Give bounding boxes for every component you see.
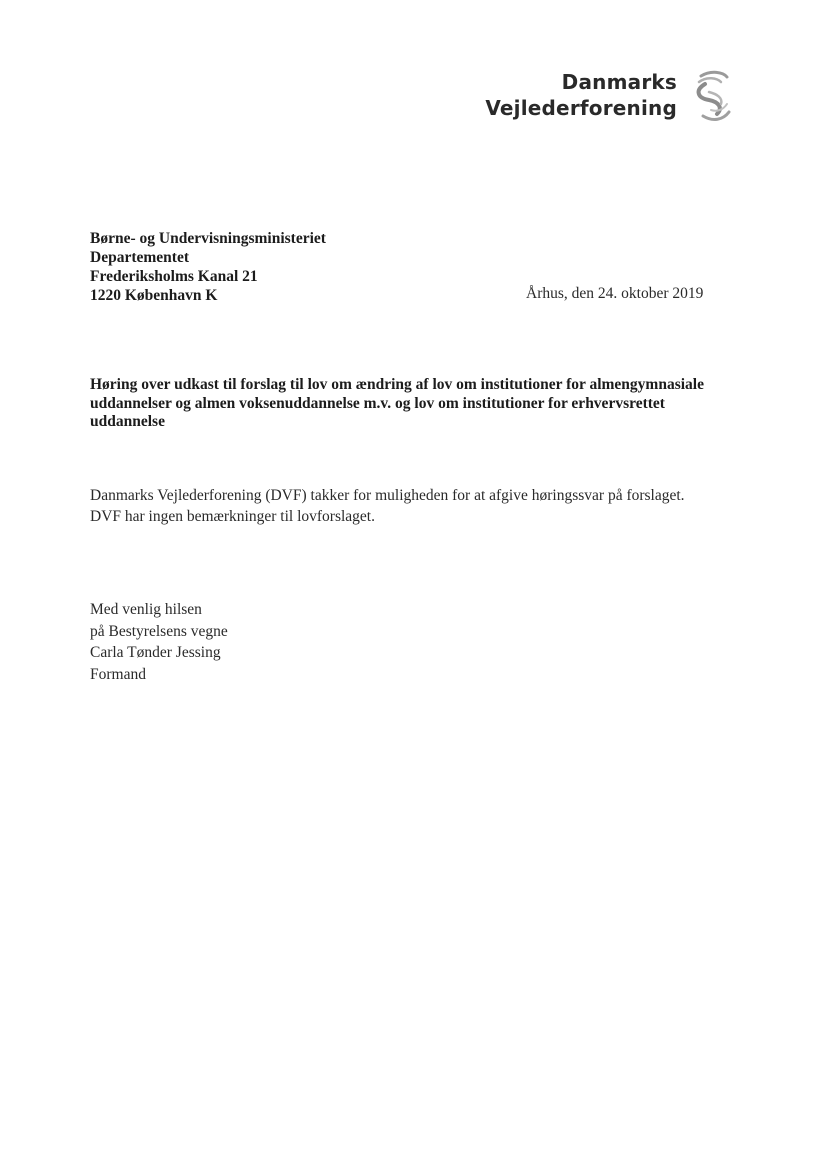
letter-signoff: [90, 599, 228, 685]
logo-text-line2: Vejlederforening: [485, 96, 677, 120]
body-line: Danmarks Vejlederforening (DVF) takker for muligheden for at afgive høringssvar på forslaget.: [90, 487, 685, 504]
recipient-address: [90, 229, 326, 305]
body-line: DVF har ingen bemærkninger til lovforslaget.: [90, 508, 375, 525]
logo-text-line1: Danmarks: [561, 70, 677, 94]
recipient-line: Frederiksholms Kanal 21: [90, 268, 258, 285]
organization-logo: [485, 70, 747, 130]
recipient-line: Departementet: [90, 249, 189, 266]
signoff-line: Med venlig hilsen: [90, 601, 202, 618]
swirl-logo-icon: [687, 68, 735, 128]
letter-body: [90, 485, 770, 527]
letter-date: Århus, den 24. oktober 2019: [526, 285, 704, 302]
signoff-line: Formand: [90, 665, 146, 683]
recipient-line: Børne- og Undervisningsministeriet: [90, 230, 326, 247]
signoff-line: på Bestyrelsens vegne: [90, 622, 228, 640]
recipient-line: 1220 København K: [90, 287, 218, 304]
letter-subject: Høring over udkast til forslag til lov om ændring af lov om institutioner for almengymnasiale uddannelser og almen voksenuddannelse m.v. og lov om institutioner for erhvervsrettet uddannelse: [90, 376, 704, 430]
signoff-line: Carla Tønder Jessing: [90, 644, 221, 661]
